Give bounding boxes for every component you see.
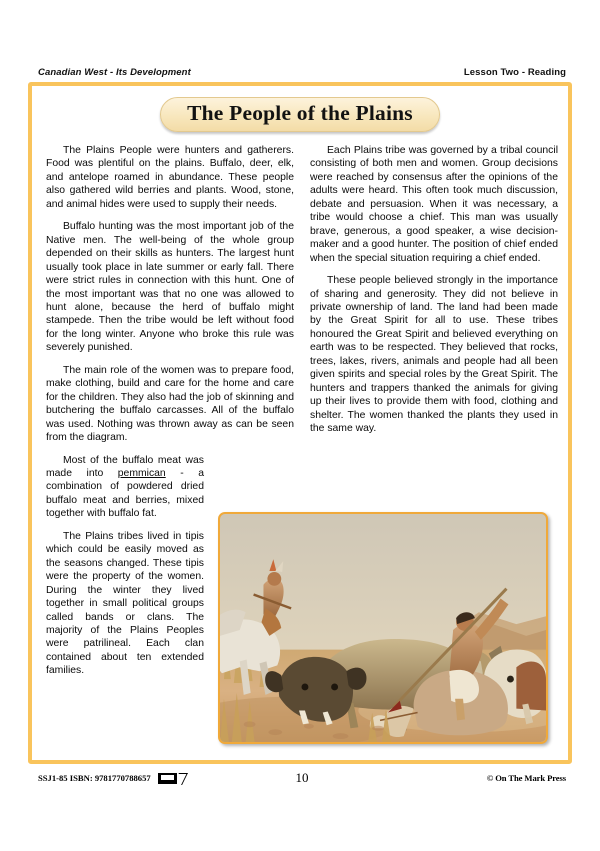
paragraph-text: - a combination of powdered dried buffalo meat and berries, mixed together with buffalo fat.: [46, 467, 204, 520]
footer-copyright: © On The Mark Press: [486, 773, 566, 783]
footer-isbn: SSJ1-85 ISBN: 9781770788657: [38, 773, 151, 783]
paragraph: These people believed strongly in the importance of sharing and generosity. They did not believe in private ownership of land. The land had been made by the Great Spirit for all to use. These tribes honoured the Great Spirit and believed everything on earth was to be respected. They believed that rocks, trees, lakes, rivers, animals and people had all been given spirits and special roles by the Great Spirit. The hunters and trappers thanked the animals for giving up their lives to provide them with food, clothing and shelter. The women thanked the plants they used in the same way.: [310, 275, 558, 435]
pemmican-term: pemmican: [117, 467, 166, 479]
paragraph-pemmican: [46, 454, 204, 521]
paragraph-text: Most of the buffalo meat was made into: [46, 454, 204, 479]
paragraph: The main role of the women was to prepare food, make clothing, build and care for the home and care for the children. They also had the job of skinning and butchering the buffalo carcasses. All of the buffalo was used. Nothing was thrown away as can be seen from the diagram.: [46, 364, 294, 444]
running-header-right: Lesson Two - Reading: [463, 67, 566, 78]
paragraph: Buffalo hunting was the most important job of the Native men. The well-being of the whole group depended on their skills as hunters. The largest hunt usually took place in late summer or early fall. There were strict rules in connection with this hunt. One of the most important was that no one was allowed to hunt alone, because the herd of buffalo might stampede. Then the tribe would be left without food for the long winter. Anyone who broke this rule was severely punished.: [46, 221, 294, 354]
page-number: 10: [295, 770, 309, 785]
page-title-banner: [46, 97, 554, 132]
page-footer: [38, 770, 566, 786]
running-header: [38, 60, 566, 78]
buffalo-hunt-illustration: [220, 514, 546, 742]
title-pill: [160, 97, 440, 132]
content-frame: [28, 82, 572, 764]
running-header-left: Canadian West - Its Development: [38, 67, 191, 78]
paragraph: Each Plains tribe was governed by a tribal council consisting of both men and women. Group decisions were reached by consensus after the opinions of the adults were heard. This often took much discussion, debate and persuasion. When it was necessary, a tribe would choose a chief. This man was usually brave, generous, a good speaker, a wise decision-maker and a good hunter. The position of chief ended when the special situation requiring a chief ended.: [310, 145, 558, 264]
page-title: The People of the Plains: [187, 101, 413, 125]
paragraph: The Plains tribes lived in tipis which could be easily moved as the seasons changed. These tipis were the property of the women. During the winter they lived together in small political groups called bands or clans. The majority of the Plains Peoples were patrilineal. Each clan contained about ten extended families.: [46, 530, 204, 677]
buffalo-hunt-photo: [218, 512, 548, 744]
paragraph: The Plains People were hunters and gatherers. Food was plentiful on the plains. Buffalo, deer, elk, and antelope roamed in abundance. These people also gathered wild berries and plants. Wood, stone, and animal hides were used to supply their needs.: [46, 145, 294, 210]
